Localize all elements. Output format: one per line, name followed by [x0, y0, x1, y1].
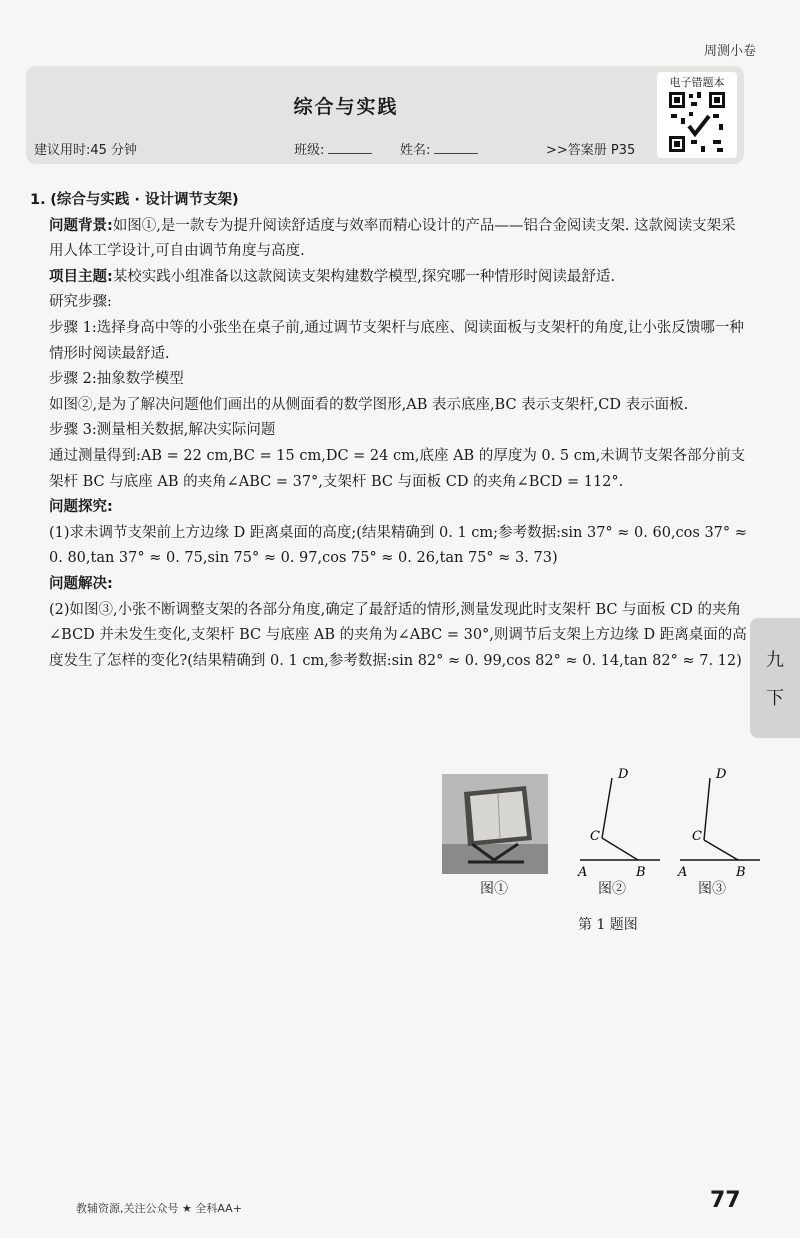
question-line: [30, 444, 750, 495]
qr-code-icon: [667, 90, 727, 154]
line-text: 如图①,是一款专为提升阅读舒适度与效率而精心设计的产品——铝合金阅读支架. 这款阅读支架采用人体工学设计,可自由调节角度与高度.: [49, 217, 736, 260]
question-line: [30, 367, 750, 393]
qr-block[interactable]: [657, 72, 737, 158]
figure-group-caption: 第 1 题图: [578, 917, 638, 933]
name-blank: [434, 141, 478, 154]
point-c-label: C: [692, 829, 702, 844]
question-line: [30, 265, 750, 291]
point-c-label: C: [590, 829, 600, 844]
question-lines: [30, 214, 750, 675]
figure-3-diagram: [676, 768, 766, 878]
section-label: 周测小卷: [703, 44, 756, 59]
figure-group: [440, 768, 770, 938]
page-title: 综合与实践: [293, 96, 399, 118]
figure-2-caption: 图②: [598, 881, 626, 897]
question-number: 1.: [30, 192, 46, 208]
footer-note: 教辅资源,关注公众号 ★ 全科AA+: [76, 1202, 242, 1215]
line-text: 研究步骤:: [49, 294, 112, 311]
side-tab-grade: 九: [766, 650, 784, 671]
point-a-label: A: [578, 865, 588, 878]
line-label: 问题探究:: [49, 499, 113, 516]
question-line: [30, 290, 750, 316]
question-heading: [30, 188, 750, 214]
question-content: [30, 188, 750, 674]
question-line: [30, 418, 750, 444]
time-label: 建议用时:45 分钟: [34, 143, 138, 158]
figure-3-caption: 图③: [698, 881, 726, 897]
question-line: [30, 521, 750, 572]
grade-side-tab[interactable]: [750, 618, 800, 738]
class-blank: [328, 141, 372, 154]
line-text: 步骤 1:选择身高中等的小张坐在桌子前,通过调节支架杆与底座、阅读面板与支架杆的角度,让小张反馈哪一种情形时阅读最舒适.: [49, 319, 744, 362]
question-title: (综合与实践 · 设计调节支架): [50, 192, 239, 208]
point-b-label: B: [636, 865, 646, 878]
question-line: [30, 598, 750, 675]
point-a-label: A: [678, 865, 688, 878]
line-text: 某校实践小组准备以这款阅读支架构建数学模型,探究哪一种情形时阅读最舒适.: [112, 268, 616, 285]
line-label: 问题解决:: [49, 575, 113, 592]
page-number: 77: [710, 1188, 741, 1213]
name-field: [400, 139, 478, 158]
line-text: 步骤 3:测量相关数据,解决实际问题: [49, 422, 276, 439]
line-text: 步骤 2:抽象数学模型: [49, 371, 184, 388]
reading-stand-photo: [442, 774, 548, 874]
point-d-label: D: [716, 768, 727, 782]
figure-2-diagram: [576, 768, 666, 878]
class-field: [294, 139, 372, 158]
point-d-label: D: [618, 768, 629, 782]
line-text: (2)如图③,小张不断调整支架的各部分角度,确定了最舒适的情形,测量发现此时支架杆 BC 与面板 CD 的夹角∠BCD 并未发生变化,支架杆 BC 与底座 AB 的夹角为∠ABC = 30°,则调节后支架上方边缘 D 距离桌面的高度发生了怎样的变化?(结果精确到 0. 1 cm,参考数据:sin 82° ≈ 0. 99,cos 82° ≈ 0. 14,tan 82° ≈ 7. 12): [49, 601, 747, 669]
figure-1-caption: 图①: [480, 881, 508, 897]
line-text: 通过测量得到:AB = 22 cm,BC = 15 cm,DC = 24 cm,底座 AB 的厚度为 0. 5 cm,未调节支架各部分前支架杆 BC 与底座 AB 的夹角∠ABC = 37°,支架杆 BC 与面板 CD 的夹角∠BCD = 112°.: [49, 447, 746, 490]
point-b-label: B: [736, 865, 746, 878]
question-line: [30, 214, 750, 265]
line-label: 项目主题:: [49, 268, 113, 285]
question-line: [30, 495, 750, 521]
name-label: 姓名:: [400, 143, 431, 158]
line-label: 问题背景:: [49, 217, 113, 234]
answer-reference: >>答案册 P35: [546, 143, 636, 158]
question-line: [30, 393, 750, 419]
side-tab-term: 下: [766, 688, 784, 709]
question-line: [30, 316, 750, 367]
qr-label: 电子错题本: [669, 76, 725, 89]
line-text: (1)求未调节支架前上方边缘 D 距离桌面的高度;(结果精确到 0. 1 cm;参考数据:sin 37° ≈ 0. 60,cos 37° ≈ 0. 80,tan 37° ≈ 0. 75,sin 75° ≈ 0. 97,cos 75° ≈ 0. 26,tan 75° ≈ 3. 73): [49, 524, 747, 567]
line-text: 如图②,是为了解决问题他们画出的从侧面看的数学图形,AB 表示底座,BC 表示支架杆,CD 表示面板.: [49, 396, 689, 413]
class-label: 班级:: [294, 143, 325, 158]
question-line: [30, 572, 750, 598]
header-box: [26, 66, 744, 164]
